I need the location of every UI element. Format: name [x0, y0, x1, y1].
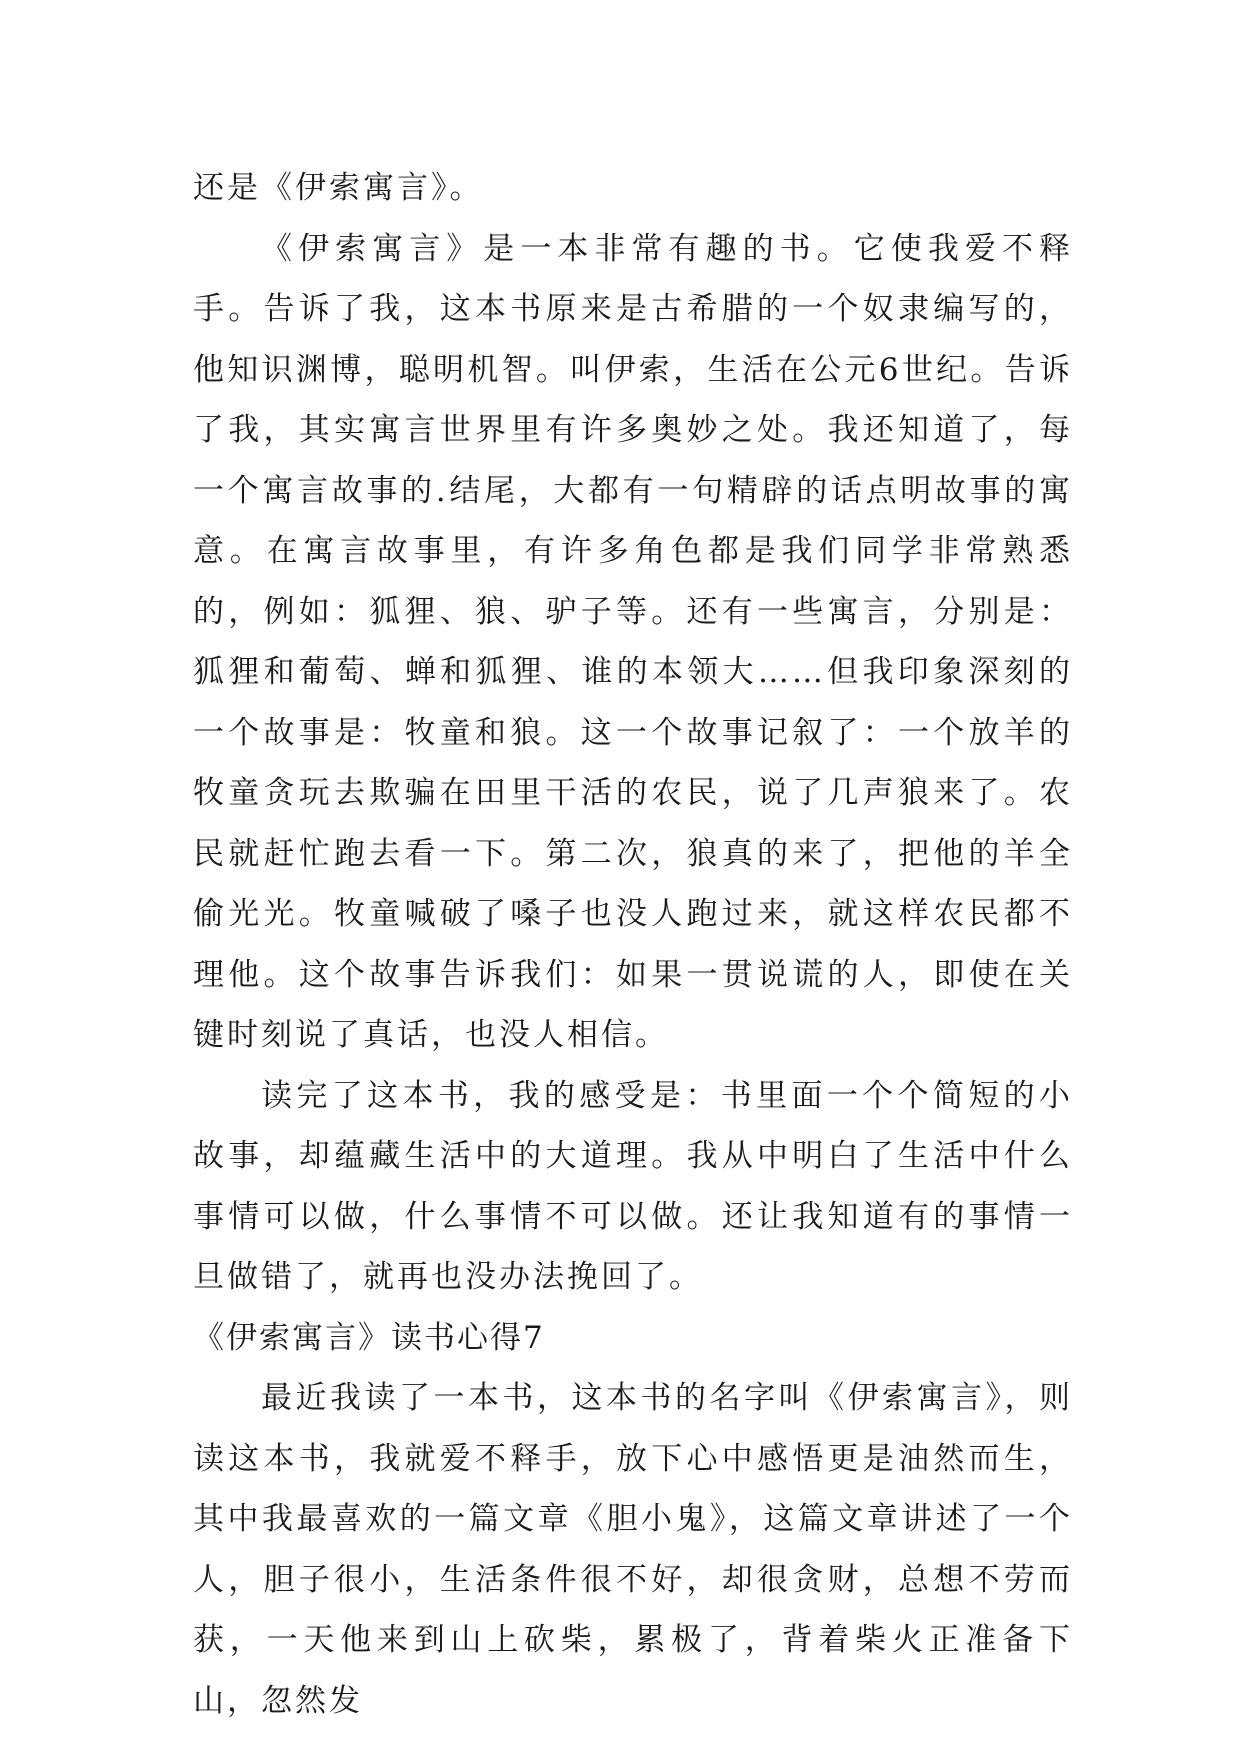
paragraph-continuation: 还是《伊索寓言》。	[193, 170, 484, 206]
paragraph-reflection: 读完了这本书，我的感受是：书里面一个个简短的小故事，却蕴藏生活中的大道理。我从中明白了生活中什么事情可以做，什么事情不可以做。还让我知道有的事情一旦做错了，就再也没办法挽回了。	[193, 1077, 1073, 1295]
paragraph-aesop-intro: 《伊索寓言》是一本非常有趣的书。它使我爱不释手。告诉了我，这本书原来是古希腊的一个奴隶编写的，他知识渊博，聪明机智。叫伊索，生活在公元6世纪。告诉了我，其实寓言世界里有许多奥妙之处。我还知道了，每一个寓言故事的.结尾，大都有一句精辟的话点明故事的寓意。在寓言故事里，有许多角色都是我们同学非常熟悉的，例如：狐狸、狼、驴子等。还有一些寓言，分别是：狐狸和葡萄、蝉和狐狸、谁的本领大……但我印象深刻的一个故事是：牧童和狼。这一个故事记叙了：一个放羊的牧童贪玩去欺骗在田里干活的农民，说了几声狼来了。农民就赶忙跑去看一下。第二次，狼真的来了，把他的羊全偷光光。牧童喊破了嗓子也没人跑过来，就这样农民都不理他。这个故事告诉我们：如果一贯说谎的人，即使在关键时刻说了真话，也没人相信。	[193, 230, 1073, 1053]
document-body	[193, 158, 1073, 1731]
paragraph-coward-story: 最近我读了一本书，这本书的名字叫《伊索寓言》，则读这本书，我就爱不释手，放下心中感悟更是油然而生，其中我最喜欢的一篇文章《胆小鬼》，这篇文章讲述了一个人，胆子很小，生活条件很不好，却很贪财，总想不劳而获，一天他来到山上砍柴，累极了，背着柴火正准备下山，忽然发	[193, 1380, 1073, 1719]
section-heading: 《伊索寓言》读书心得7	[193, 1319, 545, 1356]
